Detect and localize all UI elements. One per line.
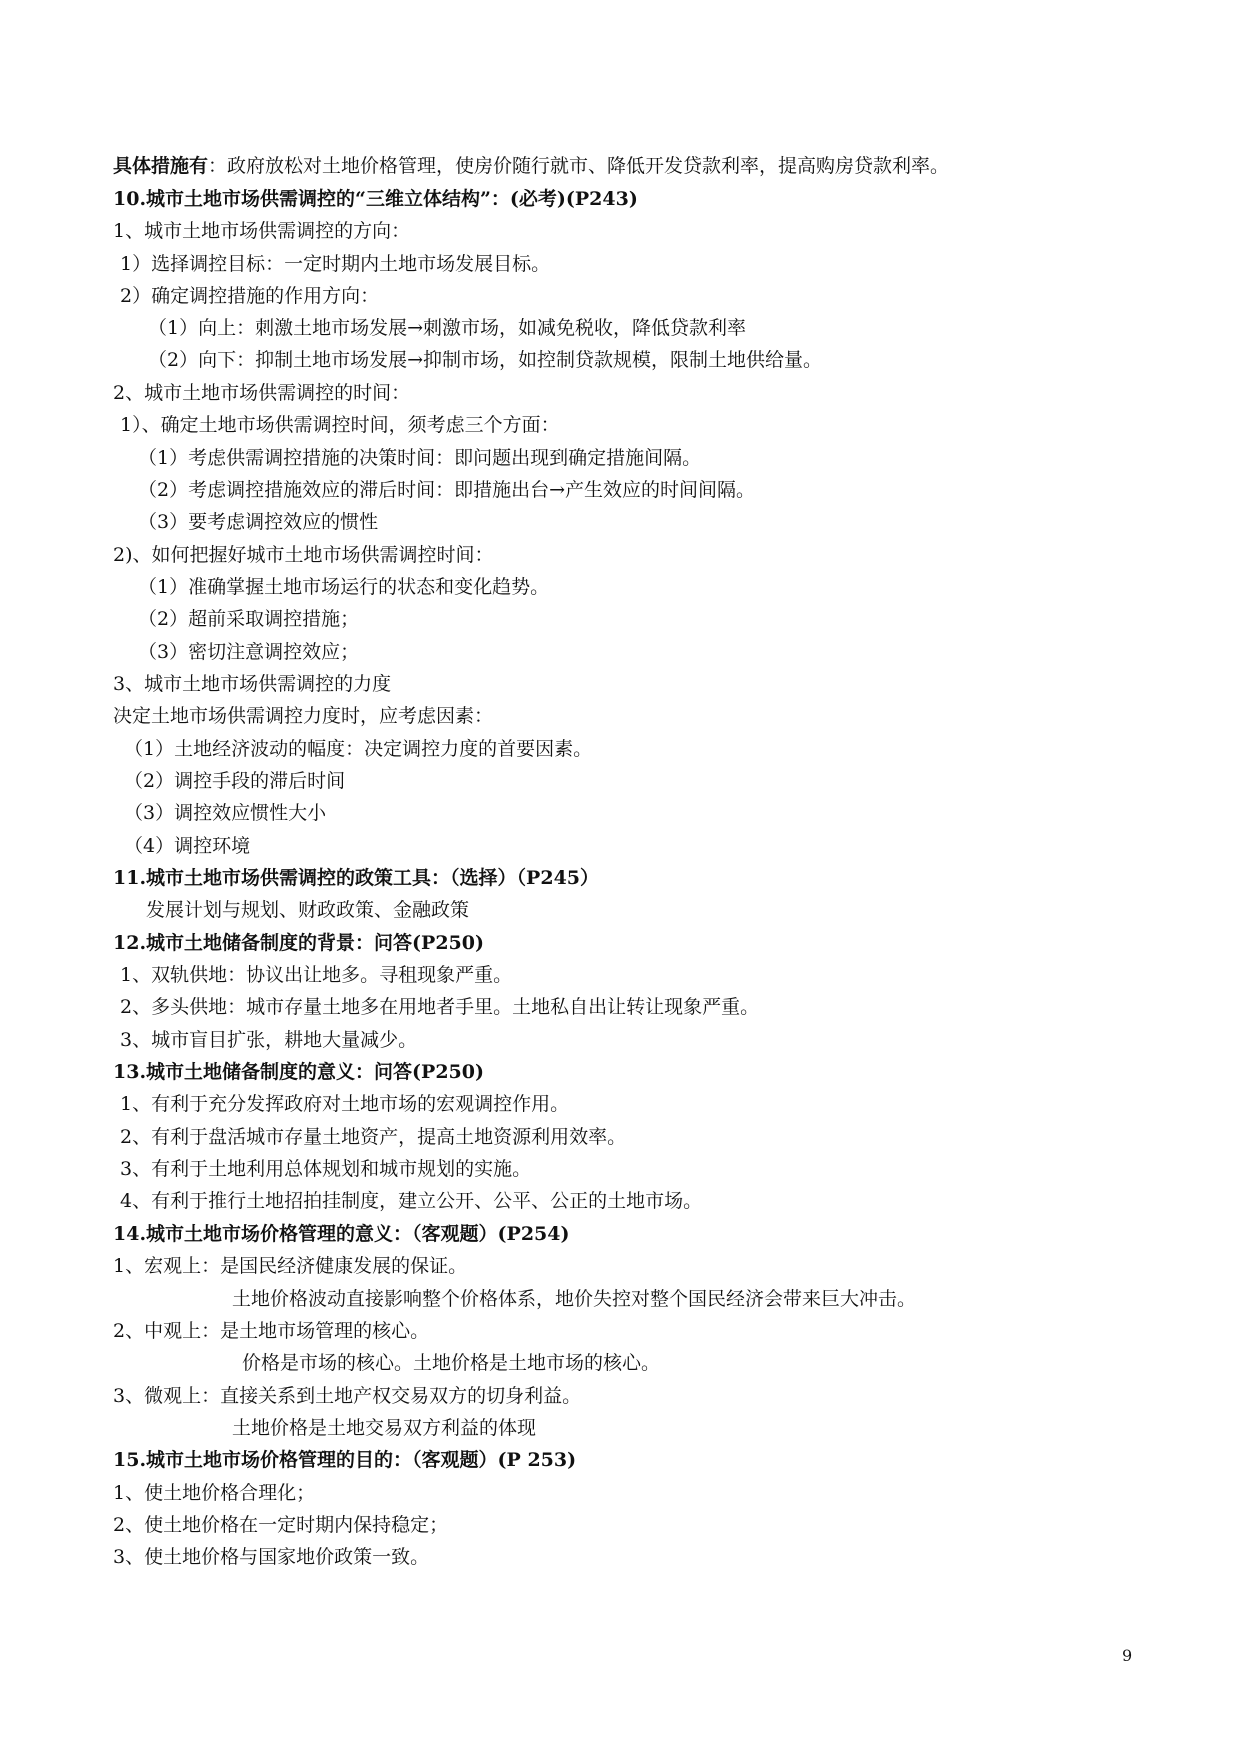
s10-line: （2）调控手段的滞后时间	[124, 770, 346, 792]
section-10-heading: 10.城市土地市场供需调控的“三维立体结构”：(必考)(P243)	[113, 188, 638, 210]
s15-line: 3、使土地价格与国家地价政策一致。	[113, 1546, 430, 1568]
s13-line: 1、有利于充分发挥政府对土地市场的宏观调控作用。	[120, 1093, 570, 1115]
section-14-heading: 14.城市土地市场价格管理的意义：（客观题）(P254)	[113, 1223, 570, 1245]
s10-line: （1）考虑供需调控措施的决策时间：即问题出现到确定措施间隔。	[138, 447, 702, 469]
s13-line: 4、有利于推行土地招拍挂制度，建立公开、公平、公正的土地市场。	[120, 1190, 703, 1212]
s11-line: 发展计划与规划、财政政策、金融政策	[146, 899, 470, 921]
s10-line: （1）向上：刺激土地市场发展→刺激市场，如减免税收，降低贷款利率	[148, 317, 747, 339]
s10-line: 2）确定调控措施的作用方向：	[120, 285, 380, 307]
s12-line: 2、多头供地：城市存量土地多在用地者手里。土地私自出让转让现象严重。	[120, 996, 760, 1018]
s14-line: 2、中观上：是土地市场管理的核心。	[113, 1320, 430, 1342]
s10-line: 1）选择调控目标：一定时期内土地市场发展目标。	[120, 253, 551, 275]
s10-line: （3）要考虑调控效应的惯性	[138, 511, 379, 533]
intro-line	[113, 154, 949, 178]
page-number: 9	[1122, 1646, 1133, 1665]
s14-line: 土地价格是土地交易双方利益的体现	[232, 1417, 537, 1439]
intro-bold: 具体措施有	[113, 155, 209, 177]
s10-line: （4）调控环境	[124, 835, 251, 857]
s15-line: 1、使土地价格合理化；	[113, 1482, 316, 1504]
s13-line: 3、有利于土地利用总体规划和城市规划的实施。	[120, 1158, 532, 1180]
s12-line: 3、城市盲目扩张，耕地大量减少。	[120, 1029, 418, 1051]
s10-line: 2、城市土地市场供需调控的时间：	[113, 382, 411, 404]
s10-line: 1）、确定土地市场供需调控时间，须考虑三个方面：	[120, 414, 560, 436]
s10-line: 2)、如何把握好城市土地市场供需调控时间：	[113, 544, 494, 566]
s14-line: 土地价格波动直接影响整个价格体系，地价失控对整个国民经济会带来巨大冲击。	[232, 1288, 917, 1310]
s10-line: （1）准确掌握土地市场运行的状态和变化趋势。	[138, 576, 550, 598]
section-13-heading: 13.城市土地储备制度的意义：问答(P250)	[113, 1061, 484, 1083]
s10-line: （2）考虑调控措施效应的滞后时间：即措施出台→产生效应的时间间隔。	[138, 479, 756, 501]
s10-line: 决定土地市场供需调控力度时，应考虑因素：	[113, 705, 494, 727]
s15-line: 2、使土地价格在一定时期内保持稳定；	[113, 1514, 449, 1536]
s10-line: （2）超前采取调控措施；	[138, 608, 360, 630]
section-12-heading: 12.城市土地储备制度的背景：问答(P250)	[113, 932, 484, 954]
s10-line: 3、城市土地市场供需调控的力度	[113, 673, 392, 695]
section-15-heading: 15.城市土地市场价格管理的目的：（客观题）(P 253)	[113, 1449, 577, 1471]
s10-line: 1、城市土地市场供需调控的方向：	[113, 220, 411, 242]
s14-line: 3、微观上：直接关系到土地产权交易双方的切身利益。	[113, 1385, 582, 1407]
s10-line: （3）调控效应惯性大小	[124, 802, 327, 824]
s10-line: （2）向下：抑制土地市场发展→抑制市场，如控制贷款规模，限制土地供给量。	[148, 349, 823, 371]
s14-line: 1、宏观上：是国民经济健康发展的保证。	[113, 1255, 468, 1277]
s12-line: 1、双轨供地：协议出让地多。寻租现象严重。	[120, 964, 513, 986]
s10-line: （3）密切注意调控效应；	[138, 641, 360, 663]
s10-line: （1）土地经济波动的幅度：决定调控力度的首要因素。	[124, 738, 593, 760]
intro-text: ：政府放松对土地价格管理，使房价随行就市、降低开发贷款利率，提高购房贷款利率。	[208, 155, 950, 177]
s13-line: 2、有利于盘活城市存量土地资产，提高土地资源利用效率。	[120, 1126, 627, 1148]
section-11-heading: 11.城市土地市场供需调控的政策工具：（选择）（P245）	[113, 867, 600, 889]
s14-line: 价格是市场的核心。土地价格是土地市场的核心。	[242, 1352, 661, 1374]
